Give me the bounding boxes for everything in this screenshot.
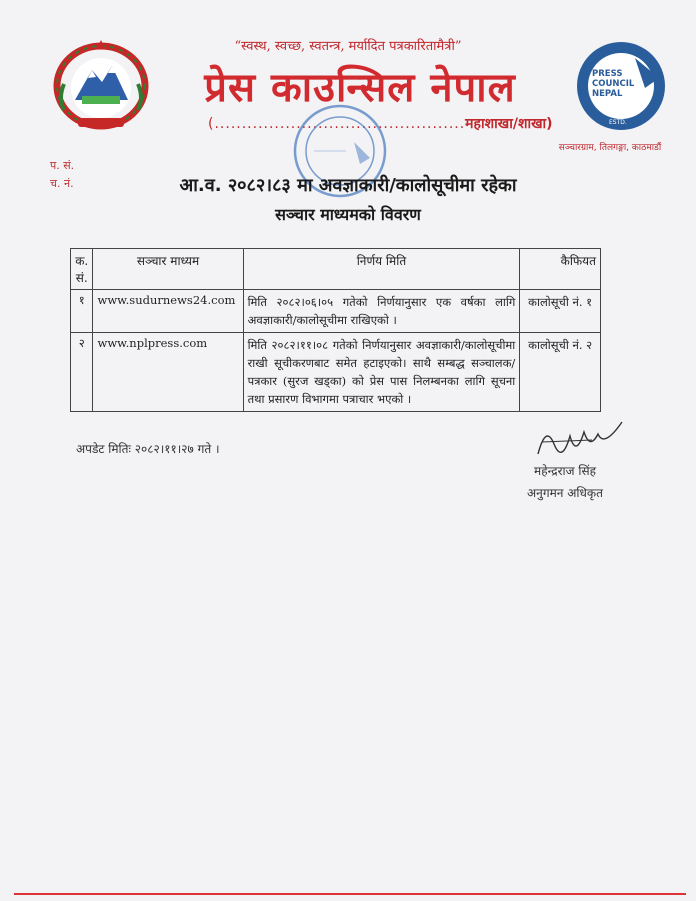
signer-designation: अनुगमन अधिकृत bbox=[527, 486, 603, 500]
press-council-logo-icon bbox=[575, 40, 667, 132]
row-decision: मिति २०८२।११।०८ गतेको निर्णयानुसार अवज्ञाकारी/कालोसूचीमा राखी सूचीकरणबाट समेत हटाइएको। साथै सम्बद्ध सञ्चालक/पत्रकार (सुरज खड्का) को प्रेस पास निलम्बनका लागि सूचना तथा प्रसारण विभागमा पत्राचार भएको । bbox=[243, 333, 520, 412]
footer-rule bbox=[14, 893, 686, 895]
table-row bbox=[71, 333, 601, 412]
row-decision: मिति २०८२।०६।०५ गतेको निर्णयानुसार एक वर्षका लागि अवज्ञाकारी/कालोसूचीमा राखिएको । bbox=[243, 290, 520, 333]
column-header-media: सञ्चार माध्यम bbox=[93, 249, 243, 290]
logo-line-3: NEPAL bbox=[592, 89, 623, 99]
organization-name: प्रेस काउन्सिल नेपाल bbox=[204, 65, 516, 111]
branch-label: महाशाखा/शाखा) bbox=[465, 116, 553, 132]
header-slogan: “स्वस्थ, स्वच्छ, स्वतन्त्र, मर्यादित पत्रकारितामैत्री” bbox=[234, 39, 462, 54]
signer-name: महेन्द्रराज सिंह bbox=[534, 464, 596, 478]
row-remarks: कालोसूची नं. २ bbox=[520, 333, 601, 412]
column-header-remarks: कैफियत bbox=[520, 249, 601, 290]
document-subtitle: सञ्चार माध्यमको विवरण bbox=[275, 205, 421, 224]
row-remarks: कालोसूची नं. १ bbox=[520, 290, 601, 333]
logo-line-2: COUNCIL bbox=[592, 79, 635, 89]
table-header-row bbox=[71, 249, 601, 290]
column-header-sn: क. सं. bbox=[71, 249, 93, 290]
header-address: सञ्चारग्राम, तिलगङ्गा, काठमाडौं bbox=[558, 143, 662, 153]
row-serial: १ bbox=[71, 290, 93, 333]
branch-blank: (.............................................. bbox=[208, 116, 466, 132]
reference-number: प. सं. bbox=[50, 159, 75, 172]
row-serial: २ bbox=[71, 333, 93, 412]
column-header-decision: निर्णय मिति bbox=[243, 249, 520, 290]
logo-estd: ESTD. bbox=[609, 119, 627, 126]
row-media-url: www.nplpress.com bbox=[93, 333, 243, 412]
row-media-url: www.sudurnews24.com bbox=[93, 290, 243, 333]
document-title: आ.व. २०८२।८३ मा अवज्ञाकारी/कालोसूचीमा रहेका bbox=[179, 175, 517, 196]
blacklist-table bbox=[70, 248, 601, 412]
logo-line-1: PRESS bbox=[592, 69, 623, 79]
table-row bbox=[71, 290, 601, 333]
update-date: अपडेट मितिः २०८२।११।२७ गते । bbox=[76, 442, 220, 456]
dispatch-number: च. नं. bbox=[50, 177, 74, 190]
